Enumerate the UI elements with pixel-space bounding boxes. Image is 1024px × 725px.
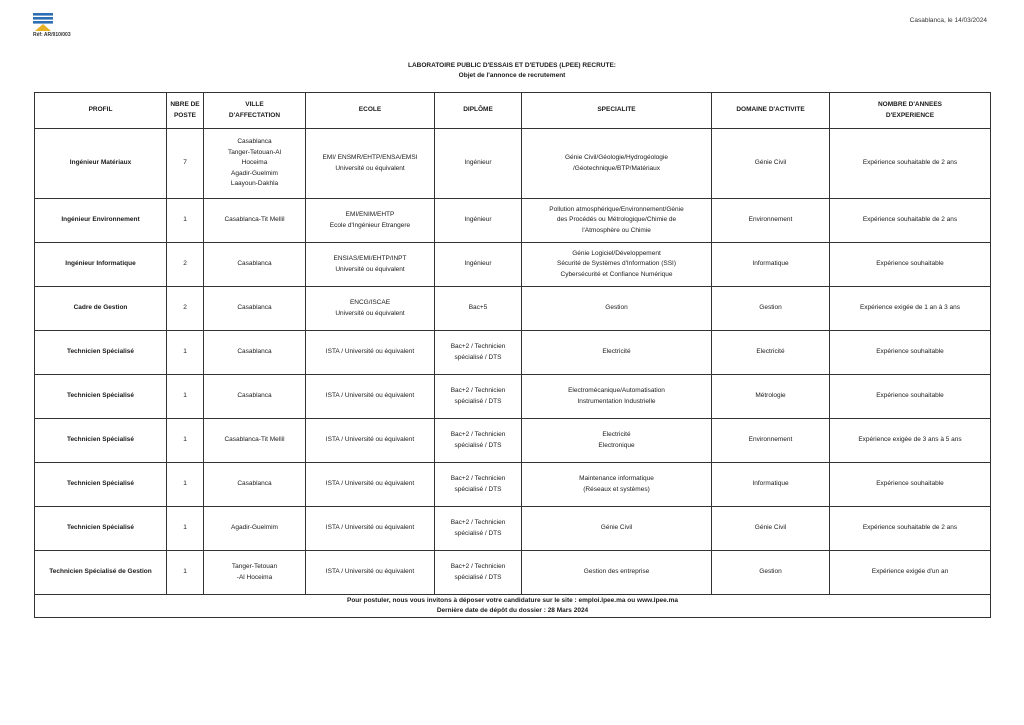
ecole-line: ISTA / Université ou équivalent — [325, 348, 415, 356]
diplome-line: spécialisé / DTS — [454, 353, 502, 361]
cell-ville — [204, 375, 306, 419]
cell-experience: Expérience souhaitable — [830, 243, 991, 287]
specialite-line: des Procédés ou Métrologique/Chimie de — [556, 216, 677, 224]
diplome-line: Bac+2 / Technicien — [450, 475, 506, 482]
ville-line: Casablanca — [237, 260, 272, 268]
table-row — [35, 375, 991, 419]
specialite-line: Génie Civil — [600, 524, 633, 532]
diplome-line: Bac+2 / Technicien — [450, 387, 506, 394]
cell-specialite — [522, 507, 712, 551]
ecole-line: Université ou équivalent — [335, 164, 405, 172]
cell-ville — [204, 331, 306, 375]
lpee-logo-icon — [33, 13, 53, 32]
ecole-line: ISTA / Université ou équivalent — [325, 392, 415, 400]
cell-diplome — [435, 287, 522, 331]
ville-line: -Al Hoceima — [236, 573, 273, 581]
header-ville: VILLE D'AFFECTATION — [204, 93, 306, 129]
application-website-text: Pour postuler, nous vous invitons à déposer votre candidature sur le site : emploi.lpee.ma ou www.lpee.ma — [347, 597, 678, 604]
specialite-line: Electricité — [602, 431, 631, 438]
ville-line: Casablanca — [237, 480, 272, 488]
cell-profil: Technicien Spécialisé — [35, 331, 167, 375]
table-row — [35, 419, 991, 463]
cell-nbre: 1 — [167, 375, 204, 419]
cell-profil: Ingénieur Matériaux — [35, 129, 167, 199]
cell-experience: Expérience souhaitable — [830, 375, 991, 419]
cell-profil: Ingénieur Informatique — [35, 243, 167, 287]
cell-nbre: 1 — [167, 331, 204, 375]
cell-nbre: 1 — [167, 551, 204, 595]
diplome-line: Ingénieur — [464, 216, 492, 224]
cell-ecole — [306, 129, 435, 199]
cell-profil: Technicien Spécialisé — [35, 375, 167, 419]
diplome-line: spécialisé / DTS — [454, 441, 502, 449]
cell-specialite — [522, 287, 712, 331]
ecole-line: Ecole d'Ingénieur Etrangere — [329, 221, 411, 229]
ville-line: Laayoun-Dakhla — [230, 180, 279, 188]
diplome-line: Bac+5 — [468, 304, 488, 312]
cell-ecole — [306, 287, 435, 331]
cell-experience: Expérience souhaitable de 2 ans — [830, 129, 991, 199]
cell-profil: Ingénieur Environnement — [35, 199, 167, 243]
cell-ecole — [306, 375, 435, 419]
cell-domaine: Informatique — [712, 243, 830, 287]
specialite-line: Electricité — [602, 348, 631, 356]
specialite-line: Sécurité de Systèmes d'Information (SSI) — [556, 260, 676, 268]
cell-domaine: Génie Civil — [712, 129, 830, 199]
reference-number: Réf: AR/910/003 — [33, 32, 71, 38]
cell-ecole — [306, 243, 435, 287]
cell-ville — [204, 419, 306, 463]
cell-ecole — [306, 331, 435, 375]
cell-diplome — [435, 419, 522, 463]
date-line: Casablanca, le 14/03/2024 — [909, 17, 987, 24]
diplome-line: spécialisé / DTS — [454, 573, 502, 581]
cell-ecole — [306, 507, 435, 551]
header-diplome: DIPLÔME — [435, 93, 522, 129]
ecole-line: ENSIAS/EMI/EHTP/INPT — [333, 255, 407, 262]
cell-experience: Expérience exigée d'un an — [830, 551, 991, 595]
specialite-line: Gestion — [605, 304, 628, 312]
ville-line: Hoceima — [241, 159, 268, 167]
ecole-line: ISTA / Université ou équivalent — [325, 568, 415, 576]
cell-ville — [204, 129, 306, 199]
cell-profil: Cadre de Gestion — [35, 287, 167, 331]
cell-domaine: Informatique — [712, 463, 830, 507]
diplome-line: spécialisé / DTS — [454, 485, 502, 493]
specialite-line: Gestion des entreprise — [583, 568, 650, 576]
cell-nbre: 2 — [167, 287, 204, 331]
diplome-line: Ingénieur — [464, 159, 492, 167]
header-profil: PROFIL — [35, 93, 167, 129]
specialite-line: l'Atmosphère ou Chimie — [582, 226, 651, 234]
cell-experience: Expérience souhaitable de 2 ans — [830, 199, 991, 243]
diplome-line: Ingénieur — [464, 260, 492, 268]
cell-specialite — [522, 375, 712, 419]
cell-domaine: Environnement — [712, 419, 830, 463]
table-row — [35, 331, 991, 375]
table-row — [35, 507, 991, 551]
ville-line: Casablanca — [237, 304, 272, 312]
cell-diplome — [435, 243, 522, 287]
specialite-line: Pollution atmosphérique/Environnement/Génie — [549, 205, 684, 213]
cell-ville — [204, 551, 306, 595]
diplome-line: Bac+2 / Technicien — [450, 431, 506, 438]
diplome-line: spécialisé / DTS — [454, 529, 502, 537]
diplome-line: Bac+2 / Technicien — [450, 343, 506, 350]
specialite-line: Génie Civil/Géologie/Hydrogéologie — [565, 154, 668, 161]
cell-diplome — [435, 375, 522, 419]
specialite-line: Cybersécurité et Confiance Numérique — [560, 270, 673, 278]
application-instructions — [35, 595, 991, 618]
specialite-line: (Réseaux et systèmes) — [583, 485, 650, 493]
specialite-line: Maintenance informatique — [579, 475, 654, 482]
ville-line: Agadir-Guelmim — [231, 524, 278, 532]
cell-diplome — [435, 129, 522, 199]
ecole-line: ISTA / Université ou équivalent — [325, 524, 415, 532]
ville-line: Casablanca-Tit Mellil — [224, 216, 285, 224]
diplome-line: Bac+2 / Technicien — [450, 563, 506, 570]
cell-experience: Expérience souhaitable — [830, 463, 991, 507]
table-row — [35, 129, 991, 199]
ville-line: Casablanca — [237, 138, 272, 146]
header-experience: NOMBRE D'ANNEES D'EXPERIENCE — [830, 93, 991, 129]
cell-specialite — [522, 551, 712, 595]
cell-specialite — [522, 199, 712, 243]
ville-line: Casablanca — [237, 392, 272, 400]
table-row — [35, 463, 991, 507]
cell-specialite — [522, 331, 712, 375]
cell-nbre: 7 — [167, 129, 204, 199]
cell-domaine: Métrologie — [712, 375, 830, 419]
ville-line: Agadir-Guelmim — [231, 169, 278, 177]
cell-domaine: Environnement — [712, 199, 830, 243]
cell-diplome — [435, 507, 522, 551]
cell-ville — [204, 507, 306, 551]
ecole-line: Université ou équivalent — [335, 309, 405, 317]
cell-ecole — [306, 419, 435, 463]
ville-line: Casablanca — [237, 348, 272, 356]
cell-specialite — [522, 463, 712, 507]
specialite-line: Electronique — [598, 441, 635, 449]
cell-specialite — [522, 243, 712, 287]
ecole-line: Université ou équivalent — [335, 265, 405, 273]
cell-ville — [204, 463, 306, 507]
ville-line: Tanger-Tetouan-Al — [227, 148, 282, 156]
cell-diplome — [435, 551, 522, 595]
ville-line: Tanger-Tetouan — [231, 563, 278, 570]
cell-domaine: Electricité — [712, 331, 830, 375]
table-row — [35, 551, 991, 595]
cell-experience: Expérience souhaitable de 2 ans — [830, 507, 991, 551]
ecole-line: ISTA / Université ou équivalent — [325, 436, 415, 444]
table-row — [35, 199, 991, 243]
header-specialite: SPECIALITE — [522, 93, 712, 129]
ecole-line: EMI/ENIM/EHTP — [345, 211, 395, 218]
cell-profil: Technicien Spécialisé — [35, 419, 167, 463]
ecole-line: EMI/ ENSMR/EHTP/ENSA/EMSI — [322, 154, 418, 161]
cell-experience: Expérience exigée de 3 ans à 5 ans — [830, 419, 991, 463]
cell-nbre: 2 — [167, 243, 204, 287]
header-domaine: DOMAINE D'ACTIVITE — [712, 93, 830, 129]
ecole-line: ENCG/ISCAE — [349, 299, 391, 306]
cell-domaine: Gestion — [712, 551, 830, 595]
cell-profil: Technicien Spécialisé — [35, 507, 167, 551]
diplome-line: Bac+2 / Technicien — [450, 519, 506, 526]
cell-diplome — [435, 463, 522, 507]
recruitment-table — [34, 92, 991, 618]
cell-ville — [204, 243, 306, 287]
specialite-line: Génie Logiciel/Développement — [572, 249, 661, 257]
cell-ville — [204, 287, 306, 331]
table-footer — [35, 595, 991, 618]
deadline-text: Dernière date de dépôt du dossier : 28 Mars 2024 — [436, 607, 589, 614]
specialite-line: Electromécanique/Automatisation — [568, 387, 665, 394]
cell-specialite — [522, 129, 712, 199]
diplome-line: spécialisé / DTS — [454, 397, 502, 405]
cell-nbre: 1 — [167, 419, 204, 463]
table-row — [35, 287, 991, 331]
cell-diplome — [435, 199, 522, 243]
header-nbre-poste: NBRE DE POSTE — [167, 93, 204, 129]
header-ecole: ECOLE — [306, 93, 435, 129]
table-header-row — [35, 93, 991, 129]
cell-nbre: 1 — [167, 199, 204, 243]
ville-line: Casablanca-Tit Mellil — [224, 436, 285, 444]
cell-profil: Technicien Spécialisé — [35, 463, 167, 507]
table-row — [35, 243, 991, 287]
cell-nbre: 1 — [167, 507, 204, 551]
cell-ecole — [306, 551, 435, 595]
cell-ecole — [306, 463, 435, 507]
cell-experience: Expérience exigée de 1 an à 3 ans — [830, 287, 991, 331]
cell-domaine: Gestion — [712, 287, 830, 331]
cell-ville — [204, 199, 306, 243]
announcement-subtitle: Objet de l'annonce de recrutement — [458, 72, 566, 79]
announcement-title: LABORATOIRE PUBLIC D'ESSAIS ET D'ETUDES (LPEE) RECRUTE: — [408, 62, 616, 69]
cell-nbre: 1 — [167, 463, 204, 507]
cell-ecole — [306, 199, 435, 243]
cell-specialite — [522, 419, 712, 463]
cell-profil: Technicien Spécialisé de Gestion — [35, 551, 167, 595]
cell-diplome — [435, 331, 522, 375]
cell-domaine: Génie Civil — [712, 507, 830, 551]
specialite-line: /Géotechnique/BTP/Matériaux — [572, 164, 661, 172]
ecole-line: ISTA / Université ou équivalent — [325, 480, 415, 488]
cell-experience: Expérience souhaitable — [830, 331, 991, 375]
specialite-line: Instrumentation Industrielle — [577, 397, 656, 405]
